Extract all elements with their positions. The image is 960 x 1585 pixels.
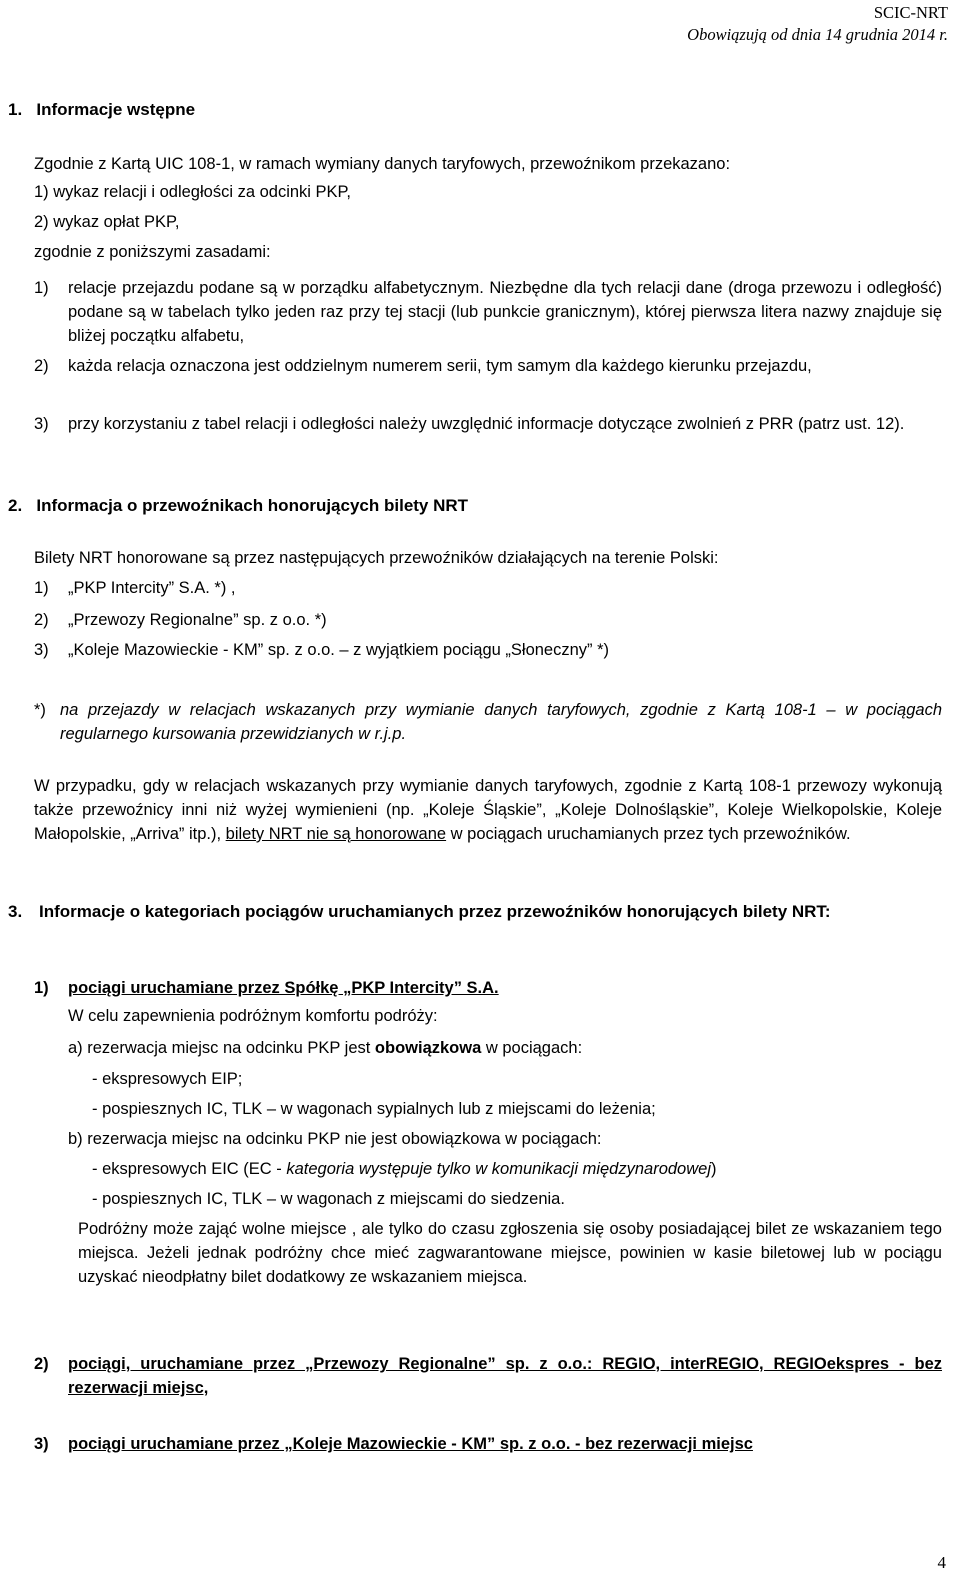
subsection-3 [34, 1432, 942, 1456]
principles-intro: zgodnie z poniższymi zasadami: [34, 243, 271, 261]
footnote-mark: *) [34, 701, 46, 719]
subsection-number: 3) [34, 1435, 49, 1453]
section-3-number: 3. [8, 902, 23, 921]
list-item: 2) wykaz opłat PKP, [34, 213, 180, 231]
list-item-text: ) [710, 1160, 717, 1178]
subsection-title: pociągi uruchamiane przez Spółkę „PKP Intercity” S.A. [68, 979, 499, 997]
reservation-a-text: w pociągach: [481, 1039, 583, 1057]
section-1-heading [8, 98, 195, 122]
list-item: 1) wykaz relacji i odległości za odcinki PKP, [34, 183, 352, 201]
comfort-intro: W celu zapewnienia podróżnym komfortu podróży: [68, 1007, 438, 1025]
section-1-title: Informacje wstępne [36, 100, 196, 119]
section-1-intro: Zgodnie z Kartą UIC 108-1, w ramach wymiany danych taryfowych, przewoźnikom przekazano: [34, 155, 731, 173]
rule-text: relacje przejazdu podane są w porządku alfabetycznym. Niezbędne dla tych relacji dane (droga przewozu i odległość) podane są w tabelach tylko jeden raz przy tej stacji (lub punkcie granicznym), której pierwsza litera nazwy znajduje się bliżej początku alfabetu, [68, 279, 942, 345]
rule-1 [34, 276, 942, 348]
effective-date: Obowiązują od dnia 14 grudnia 2014 r. [687, 25, 948, 44]
non-honoring-paragraph [34, 774, 942, 846]
reservation-b: b) rezerwacja miejsc na odcinku PKP nie jest obowiązkowa w pociągach: [68, 1130, 602, 1148]
page-header [687, 2, 948, 46]
subsection-2 [34, 1352, 942, 1400]
page-number: 4 [937, 1553, 946, 1572]
rule-number: 2) [34, 357, 49, 375]
list-item: - ekspresowych EIP; [92, 1070, 243, 1088]
section-3-heading [8, 900, 930, 924]
rule-text: przy korzystaniu z tabel relacji i odległości należy uwzględnić informacje dotyczące zwolnień z PRR (patrz ust. 12). [68, 415, 905, 433]
list-item: - pospiesznych IC, TLK – w wagonach z miejscami do siedzenia. [92, 1190, 565, 1208]
list-item: - pospiesznych IC, TLK – w wagonach sypialnych lub z miejscami do leżenia; [92, 1100, 656, 1118]
carrier-text: „PKP Intercity” S.A. *) , [68, 579, 236, 597]
section-2-intro: Bilety NRT honorowane są przez następujących przewoźników działających na terenie Polski: [34, 549, 719, 567]
rule-number: 1) [34, 279, 49, 297]
reservation-a [68, 1036, 582, 1060]
subsection-text: pociągi, uruchamiane przez „Przewozy Regionalne” sp. z o.o.: REGIO, interREGIO, REGIOekspres - bez rezerwacji miejsc, [68, 1355, 942, 1397]
carrier-item [34, 608, 327, 632]
section-2-title: Informacja o przewoźnikach honorujących bilety NRT [36, 496, 469, 515]
carrier-text: „Przewozy Regionalne” sp. z o.o. *) [68, 611, 327, 629]
reservation-a-text: a) rezerwacja miejsc na odcinku PKP jest [68, 1039, 375, 1057]
section-3-title: Informacje o kategoriach pociągów uruchamianych przez przewoźników honorujących bilety NRT: [39, 902, 831, 921]
section-2-heading [8, 494, 468, 518]
list-item [92, 1157, 716, 1181]
carrier-text: „Koleje Mazowieckie - KM” sp. z o.o. – z wyjątkiem pociągu „Słoneczny” *) [68, 641, 610, 659]
rule-number: 3) [34, 415, 49, 433]
footnote [34, 698, 942, 746]
document-code: SCIC-NRT [873, 3, 948, 22]
rule-2 [34, 354, 942, 378]
carrier-number: 2) [34, 611, 49, 629]
rule-text: każda relacja oznaczona jest oddzielnym numerem serii, tym samym dla każdego kierunku przejazdu, [68, 357, 812, 375]
reservation-a-bold: obowiązkowa [374, 1039, 482, 1057]
paragraph-underlined: bilety NRT nie są honorowane [225, 825, 447, 843]
carrier-item [34, 638, 609, 662]
list-item-text: - ekspresowych EIC (EC - [92, 1160, 287, 1178]
carrier-item [34, 576, 236, 600]
section-1-number: 1. [8, 100, 23, 119]
section-2-number: 2. [8, 496, 23, 515]
footnote-text: na przejazdy w relacjach wskazanych przy wymianie danych taryfowych, zgodnie z Kartą 108-1 – w pociągach regularnego kursowania przewidzianych w r.j.p. [60, 701, 942, 743]
paragraph-text: W przypadku, gdy w relacjach wskazanych przy wymianie danych taryfowych, zgodnie z Kartą 108-1 przewozy wykonują także przewoźnicy inni niż wyżej wymienieni (np. „Koleje Śląskie”, „Koleje Dolnośląskie”, Koleje Wielkopolskie, Koleje Małopolskie, „Arriva” itp.), [34, 777, 942, 843]
subsection-1-heading [34, 976, 499, 1000]
subsection-number: 2) [34, 1355, 49, 1373]
paragraph-text: w pociągach uruchamianych przez tych przewoźników. [446, 825, 851, 843]
rule-3 [34, 412, 942, 436]
list-item-italic: kategoria występuje tylko w komunikacji międzynarodowej [286, 1160, 711, 1178]
carrier-number: 1) [34, 579, 49, 597]
seat-note: Podróżny może zająć wolne miejsce , ale tylko do czasu zgłoszenia się osoby posiadającej bilet ze wskazaniem tego miejsca. Jeżeli jednak podróżny chce mieć zagwarantowane miejsce, powinien w kasie biletowej lub w pociągu uzyskać nieodpłatny bilet dodatkowy ze wskazaniem miejsca. [78, 1220, 942, 1286]
subsection-text: pociągi uruchamiane przez „Koleje Mazowieckie - KM” sp. z o.o. - bez rezerwacji miejsc [68, 1435, 753, 1453]
carrier-number: 3) [34, 641, 49, 659]
subsection-number: 1) [34, 979, 49, 997]
